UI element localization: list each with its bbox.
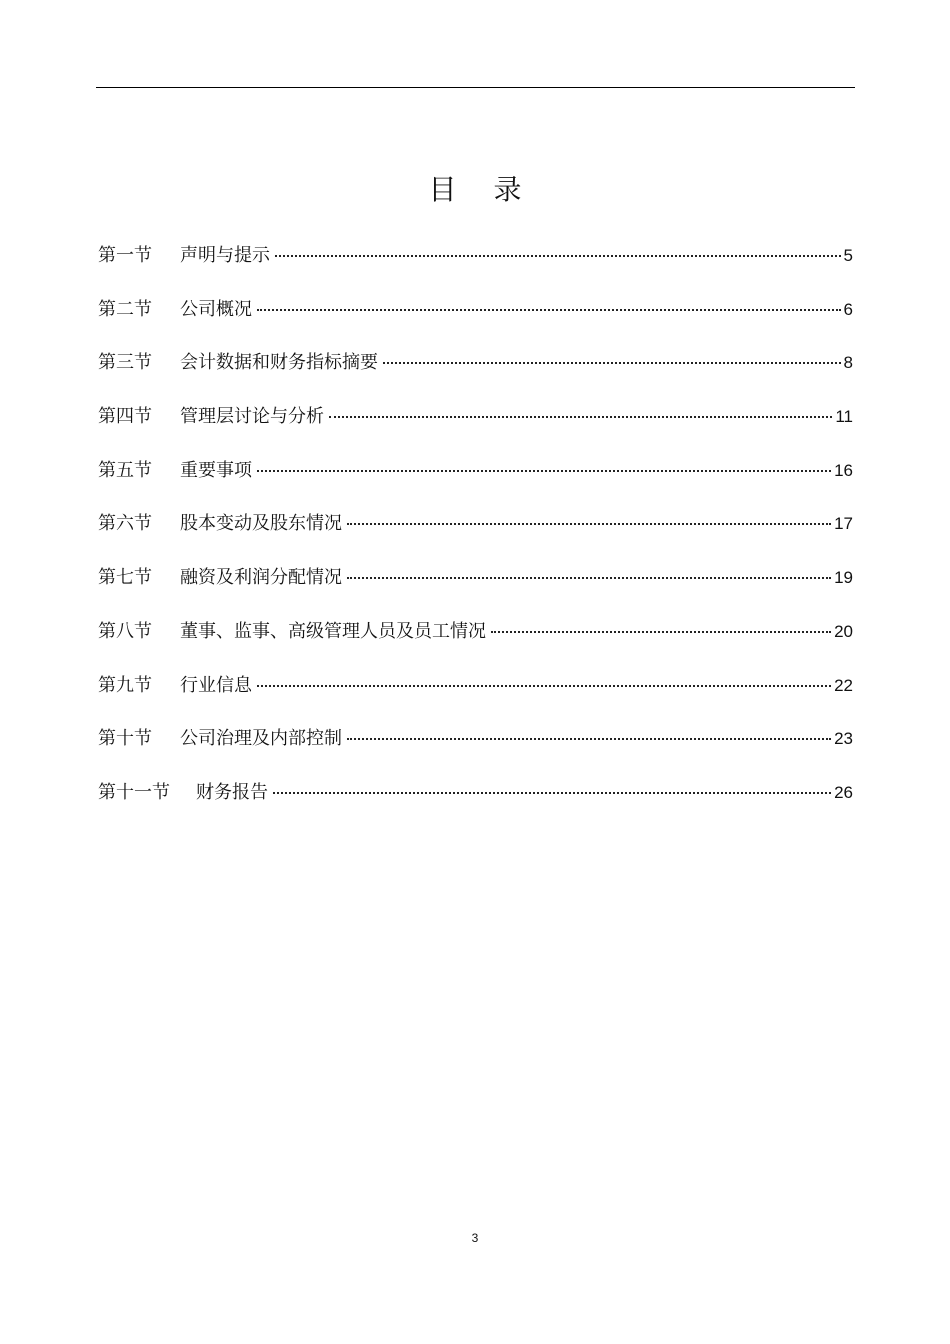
page-number: 3 xyxy=(471,1231,479,1245)
toc-entry[interactable] xyxy=(98,614,853,668)
toc-dot-leader xyxy=(257,685,831,687)
toc-section-title: 公司治理及内部控制 xyxy=(180,728,342,750)
toc-section-title: 重要事项 xyxy=(180,459,252,481)
toc-section-title: 股本变动及股东情况 xyxy=(180,513,342,535)
toc-page-number: 23 xyxy=(834,729,853,749)
toc-section-number: 第九节 xyxy=(98,674,152,696)
toc-section-number: 第四节 xyxy=(98,406,152,428)
toc-section-number: 第一节 xyxy=(98,245,152,266)
toc-entry[interactable] xyxy=(98,721,853,775)
toc-dot-leader xyxy=(347,577,831,579)
toc-section-number: 第八节 xyxy=(98,620,152,642)
toc-dot-leader xyxy=(273,792,831,794)
toc-dot-leader xyxy=(347,523,831,525)
toc-dot-leader xyxy=(383,362,841,364)
toc-page-number: 8 xyxy=(843,353,853,373)
toc-entry[interactable] xyxy=(98,506,853,560)
toc-page-number: 26 xyxy=(834,782,853,802)
toc-section-title: 融资及利润分配情况 xyxy=(180,567,342,589)
toc-section-number: 第三节 xyxy=(98,352,152,374)
toc-entry[interactable] xyxy=(98,453,853,507)
toc-section-title: 公司概况 xyxy=(180,298,252,320)
toc-section-title: 管理层讨论与分析 xyxy=(180,406,324,428)
toc-section-number: 第七节 xyxy=(98,567,152,589)
toc-page-number: 6 xyxy=(843,299,853,319)
toc-section-number: 第六节 xyxy=(98,513,152,535)
toc-entry[interactable] xyxy=(98,345,853,399)
toc-page-number: 5 xyxy=(843,246,853,265)
toc-section-number: 第五节 xyxy=(98,459,152,481)
toc-section-title: 声明与提示 xyxy=(180,245,270,266)
toc-dot-leader xyxy=(329,416,832,418)
toc-section-title: 行业信息 xyxy=(180,674,252,696)
toc-section-number: 第十节 xyxy=(98,728,152,750)
toc-page-number: 22 xyxy=(834,675,853,695)
toc-section-title: 财务报告 xyxy=(196,781,268,803)
toc-page-number: 20 xyxy=(834,621,853,641)
table-of-contents xyxy=(98,238,853,829)
toc-page-number: 17 xyxy=(834,514,853,534)
toc-page-number: 16 xyxy=(834,460,853,480)
toc-entry[interactable] xyxy=(98,668,853,722)
toc-dot-leader xyxy=(275,255,841,257)
toc-dot-leader xyxy=(257,470,831,472)
header-rule xyxy=(96,87,855,88)
toc-title: 目 录 xyxy=(428,173,536,206)
toc-section-title: 董事、监事、高级管理人员及员工情况 xyxy=(180,620,486,642)
toc-section-number: 第二节 xyxy=(98,298,152,320)
toc-dot-leader xyxy=(491,631,831,633)
toc-section-number: 第十一节 xyxy=(98,781,170,803)
toc-dot-leader xyxy=(257,309,841,311)
toc-section-title: 会计数据和财务指标摘要 xyxy=(180,352,378,374)
toc-dot-leader xyxy=(347,738,831,740)
toc-entry[interactable] xyxy=(98,560,853,614)
toc-page-number: 11 xyxy=(835,407,853,427)
toc-entry[interactable] xyxy=(98,238,853,292)
toc-entry[interactable] xyxy=(98,292,853,346)
toc-entry[interactable] xyxy=(98,775,853,829)
toc-entry[interactable] xyxy=(98,399,853,453)
toc-page-number: 19 xyxy=(834,568,853,588)
